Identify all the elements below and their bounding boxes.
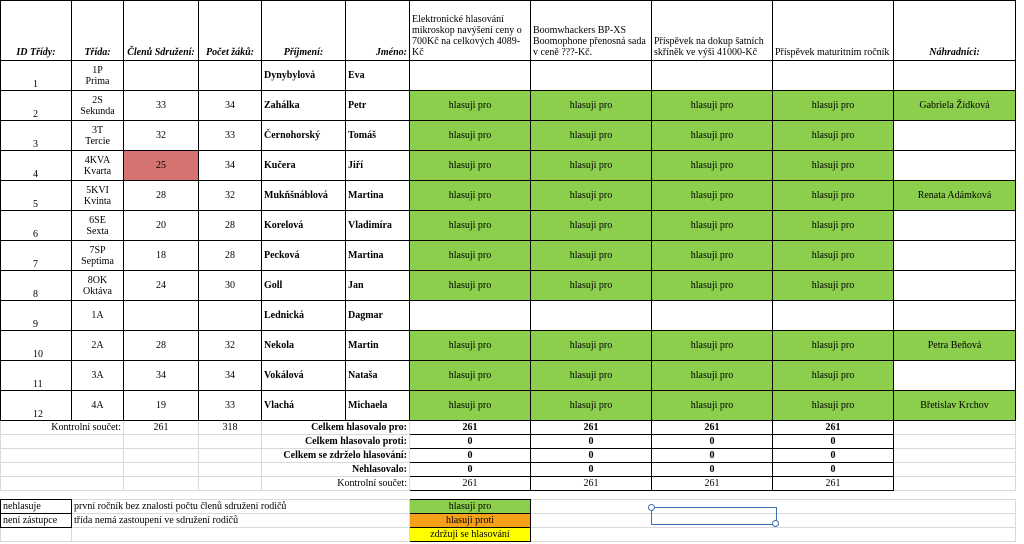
cell-empty[interactable] [199,463,262,477]
cell-empty[interactable] [199,435,262,449]
cell-vote-2[interactable]: hlasuji pro [531,391,652,421]
trida-code: 4KVA [84,154,111,166]
cell-trida[interactable] [72,61,124,91]
cell-vote-3[interactable]: hlasuji pro [652,121,773,151]
table-row [1,151,1016,181]
summary-value-2[interactable]: 261 [531,421,652,435]
cell-vote-4[interactable]: hlasuji pro [773,361,894,391]
cell-jmeno[interactable]: Eva [346,61,410,91]
cell-trida[interactable] [72,211,124,241]
cell-nahradnik[interactable]: Břetislav Krchov [894,391,1016,421]
trida-name: Prima [85,75,110,87]
legend-color-zdrzuji[interactable]: zdržuji se hlasování [410,528,531,542]
cell-vote-4[interactable] [773,61,894,91]
cell-id[interactable]: 1 [1,61,72,91]
cell-vote-3[interactable]: hlasuji pro [652,91,773,121]
cell-vote-2[interactable]: hlasuji pro [531,361,652,391]
cell-vote-1[interactable] [410,301,531,331]
cell-jmeno[interactable]: Martina [346,181,410,211]
summary-value-2[interactable]: 0 [531,435,652,449]
cell-trida[interactable] [72,241,124,271]
cell-vote-1[interactable]: hlasuji pro [410,361,531,391]
summary-row [1,449,1016,463]
trida-code: 3T [91,124,104,136]
cell-vote-1[interactable]: hlasuji pro [410,331,531,361]
legend-color-proti[interactable]: hlasuji proti [410,514,531,528]
cell-vote-3[interactable] [652,61,773,91]
cell-vote-2[interactable] [531,301,652,331]
trida-name: Septima [81,255,114,267]
cell-empty[interactable] [1,449,124,463]
header-nahradnici[interactable]: Náhradníci: [894,1,1016,61]
cell-empty[interactable] [124,449,199,463]
cell-vote-3[interactable] [652,301,773,331]
cell-nahradnik[interactable] [894,211,1016,241]
table-row [1,271,1016,301]
cell-pocet[interactable] [199,301,262,331]
selection-handle-top-left[interactable] [648,504,655,511]
cell-vote-1[interactable]: hlasuji pro [410,241,531,271]
table-body [1,61,1016,421]
cell-vote-2[interactable]: hlasuji pro [531,241,652,271]
cell-nahradnik[interactable] [894,121,1016,151]
trida-code: 5KVI [86,184,109,196]
cell-vote-4[interactable]: hlasuji pro [773,121,894,151]
cell-prijmeni[interactable]: Černohorský [262,121,346,151]
cell-vote-2[interactable]: hlasuji pro [531,331,652,361]
cell-clenu[interactable] [124,301,199,331]
cell-jmeno[interactable]: Jan [346,271,410,301]
summary-body [1,421,1016,491]
trida-code: 1P [92,64,103,76]
cell-clenu[interactable]: 32 [124,121,199,151]
trida-name: Sekunda [80,105,115,117]
cell-empty[interactable] [124,435,199,449]
cell-clenu[interactable]: 34 [124,361,199,391]
cell-vote-3[interactable]: hlasuji pro [652,211,773,241]
header-question-1[interactable]: Elektronické hlasování mikroskop navýšení ceny o 700Kč na celkových 4089-Kč [410,1,531,61]
cell-id[interactable]: 8 [1,271,72,301]
cell-clenu[interactable]: 19 [124,391,199,421]
cell-pocet[interactable]: 32 [199,331,262,361]
cell-vote-2[interactable]: hlasuji pro [531,91,652,121]
legend-row-2 [1,514,1016,528]
cell-empty[interactable] [124,477,199,491]
summary-value-3[interactable]: 261 [652,421,773,435]
summary-row [1,421,1016,435]
cell-empty[interactable] [894,477,1016,491]
header-row [1,1,1016,61]
trida-name: Sexta [86,225,109,237]
summary-value-2[interactable]: 0 [531,463,652,477]
legend-color-pro[interactable]: hlasuji pro [410,500,531,514]
cell-selection[interactable] [651,507,777,525]
cell-empty[interactable] [124,463,199,477]
trida-name: Kvinta [83,195,112,207]
cell-prijmeni[interactable]: Goll [262,271,346,301]
summary-value-4[interactable]: 0 [773,463,894,477]
cell-jmeno[interactable]: Dagmar [346,301,410,331]
cell-empty[interactable] [1,477,124,491]
cell-vote-1[interactable]: hlasuji pro [410,91,531,121]
cell-jmeno[interactable]: Martina [346,241,410,271]
cell-nahradnik[interactable] [894,301,1016,331]
cell-prijmeni[interactable]: Nekola [262,331,346,361]
cell-vote-2[interactable]: hlasuji pro [531,151,652,181]
cell-jmeno[interactable]: Martin [346,331,410,361]
cell-vote-4[interactable]: hlasuji pro [773,271,894,301]
cell-pocet[interactable]: 28 [199,211,262,241]
legend-key-neni-zastupce[interactable]: není zástupce [1,514,72,528]
cell-vote-1[interactable]: hlasuji pro [410,271,531,301]
summary-value-3[interactable]: 0 [652,449,773,463]
cell-vote-3[interactable]: hlasuji pro [652,271,773,301]
cell-id[interactable]: 4 [1,151,72,181]
summary-value-4[interactable]: 261 [773,421,894,435]
cell-prijmeni[interactable]: Zahálka [262,91,346,121]
cell-trida[interactable] [72,121,124,151]
cell-id[interactable]: 6 [1,211,72,241]
cell-empty[interactable] [894,463,1016,477]
cell-empty[interactable] [199,449,262,463]
cell-vote-2[interactable]: hlasuji pro [531,211,652,241]
table-row [1,211,1016,241]
summary-value-4[interactable]: 0 [773,449,894,463]
summary-label[interactable]: Celkem hlasovalo proti: [262,435,410,449]
trida-name: Kvarta [83,165,112,177]
cell-empty[interactable] [199,477,262,491]
cell-vote-3[interactable]: hlasuji pro [652,181,773,211]
cell-empty[interactable] [894,435,1016,449]
cell-vote-4[interactable]: hlasuji pro [773,211,894,241]
summary-value-2[interactable]: 261 [531,477,652,491]
cell-jmeno[interactable]: Michaela [346,391,410,421]
cell-prijmeni[interactable]: Dynybylová [262,61,346,91]
header-id[interactable]: ID Třídy: [1,1,72,61]
cell-pocet[interactable]: 33 [199,391,262,421]
summary-row [1,477,1016,491]
cell-pocet[interactable]: 34 [199,361,262,391]
cell-vote-4[interactable]: hlasuji pro [773,331,894,361]
trida-code: 8OK [87,274,108,286]
cell-nahradnik[interactable]: Gabriela Žídková [894,91,1016,121]
cell-clenu[interactable]: 24 [124,271,199,301]
cell-pocet[interactable]: 30 [199,271,262,301]
cell-trida[interactable] [72,271,124,301]
cell-pocet[interactable]: 33 [199,121,262,151]
cell-trida[interactable] [72,361,124,391]
header-question-4[interactable]: Příspěvek maturitním ročník [773,1,894,61]
summary-value-1[interactable]: 0 [410,463,531,477]
cell-jmeno[interactable]: Tomáš [346,121,410,151]
summary-value-1[interactable]: 0 [410,435,531,449]
trida-code: 3A [91,370,104,381]
cell-jmeno[interactable]: Jiří [346,151,410,181]
cell-pocet[interactable]: 28 [199,241,262,271]
cell-id[interactable]: 5 [1,181,72,211]
cell-prijmeni[interactable]: Vokálová [262,361,346,391]
cell-vote-3[interactable]: hlasuji pro [652,361,773,391]
cell-vote-1[interactable] [410,61,531,91]
cell-vote-3[interactable]: hlasuji pro [652,151,773,181]
summary-value-1[interactable]: 0 [410,449,531,463]
cell-nahradnik[interactable] [894,271,1016,301]
cell-clenu-total[interactable]: 261 [124,421,199,435]
summary-label[interactable]: Kontrolní součet: [262,477,410,491]
cell-clenu[interactable]: 33 [124,91,199,121]
cell-pocet[interactable]: 34 [199,91,262,121]
table-row [1,91,1016,121]
trida-name: Tercie [85,135,110,147]
cell-nahradnik[interactable] [894,151,1016,181]
cell-pocet[interactable]: 32 [199,181,262,211]
summary-label[interactable]: Celkem se zdrželo hlasování: [262,449,410,463]
cell-trida[interactable] [72,181,124,211]
cell-id[interactable]: 3 [1,121,72,151]
cell-pocet[interactable] [199,61,262,91]
cell-trida[interactable] [72,301,124,331]
table-row [1,391,1016,421]
cell-jmeno[interactable]: Nataša [346,361,410,391]
summary-value-1[interactable]: 261 [410,477,531,491]
cell-clenu[interactable]: 28 [124,331,199,361]
cell-pocet-total[interactable]: 318 [199,421,262,435]
cell-prijmeni[interactable]: Kučera [262,151,346,181]
cell-clenu[interactable] [124,61,199,91]
cell-nahradnik[interactable]: Renata Adámková [894,181,1016,211]
legend-row-1 [1,500,1016,514]
summary-value-1[interactable]: 261 [410,421,531,435]
legend-key-nehlasuje[interactable]: nehlasuje [1,500,72,514]
cell-id[interactable]: 9 [1,301,72,331]
header-jmeno[interactable]: Jméno: [346,1,410,61]
cell-nahradnik[interactable]: Petra Beňová [894,331,1016,361]
cell-vote-4[interactable] [773,301,894,331]
table-row [1,121,1016,151]
header-trida[interactable]: Třída: [72,1,124,61]
legend-text-1[interactable]: první ročník bez znalosti počtu členů sdružení rodičů [72,500,410,514]
trida-code: 2A [91,340,104,351]
cell-nahradnik[interactable] [894,361,1016,391]
cell-vote-1[interactable]: hlasuji pro [410,181,531,211]
cell-vote-1[interactable]: hlasuji pro [410,121,531,151]
cell-empty[interactable] [894,449,1016,463]
trida-code: 1A [91,310,104,321]
cell-id[interactable]: 2 [1,91,72,121]
summary-value-4[interactable]: 261 [773,477,894,491]
trida-name: Oktáva [83,285,112,297]
cell-clenu[interactable]: 20 [124,211,199,241]
cell-id[interactable]: 11 [1,361,72,391]
summary-row [1,463,1016,477]
table-row [1,241,1016,271]
cell-clenu[interactable]: 28 [124,181,199,211]
summary-label[interactable]: Celkem hlasovalo pro: [262,421,410,435]
cell-pocet[interactable]: 34 [199,151,262,181]
cell-prijmeni[interactable]: Korelová [262,211,346,241]
trida-code: 7SP [89,244,106,256]
cell-id[interactable]: 10 [1,331,72,361]
trida-code: 4A [91,400,104,411]
cell-vote-2[interactable]: hlasuji pro [531,271,652,301]
cell-trida[interactable] [72,151,124,181]
cell-empty[interactable] [1,435,124,449]
header-question-3[interactable]: Příspěvek na dokup šatních skříněk ve výši 41000-Kč [652,1,773,61]
cell-vote-2[interactable]: hlasuji pro [531,181,652,211]
table-row [1,61,1016,91]
cell-jmeno[interactable]: Vladimíra [346,211,410,241]
cell-nahradnik[interactable] [894,241,1016,271]
table-row [1,301,1016,331]
cell-prijmeni[interactable]: Mukňšnáblová [262,181,346,211]
cell-trida[interactable] [72,331,124,361]
cell-vote-3[interactable]: hlasuji pro [652,241,773,271]
cell-jmeno[interactable]: Petr [346,91,410,121]
table-row [1,361,1016,391]
summary-value-3[interactable]: 0 [652,435,773,449]
cell-id[interactable]: 7 [1,241,72,271]
cell-prijmeni[interactable]: Vlachá [262,391,346,421]
cell-vote-2[interactable]: hlasuji pro [531,121,652,151]
cell-clenu[interactable]: 18 [124,241,199,271]
header-pocet[interactable]: Počet žáků: [199,1,262,61]
trida-code: 6SE [89,214,106,226]
cell-vote-1[interactable]: hlasuji pro [410,211,531,241]
legend-row-3 [1,528,1016,542]
cell-clenu[interactable]: 25 [124,151,199,181]
header-prijmeni[interactable]: Příjmení: [262,1,346,61]
summary-value-3[interactable]: 0 [652,463,773,477]
cell-vote-4[interactable]: hlasuji pro [773,151,894,181]
cell-vote-1[interactable]: hlasuji pro [410,151,531,181]
legend-text-2[interactable]: třída nemá zastoupení ve sdružení rodičů [72,514,410,528]
cell-vote-1[interactable]: hlasuji pro [410,391,531,421]
cell-empty[interactable] [1,463,124,477]
cell-vote-4[interactable]: hlasuji pro [773,91,894,121]
summary-value-2[interactable]: 0 [531,449,652,463]
cell-empty[interactable] [894,421,1016,435]
cell-prijmeni[interactable]: Lednická [262,301,346,331]
cell-trida[interactable] [72,91,124,121]
cell-vote-4[interactable]: hlasuji pro [773,391,894,421]
summary-row [1,435,1016,449]
table-row [1,331,1016,361]
table-row [1,181,1016,211]
header-clenu[interactable]: Členů Sdružení: [124,1,199,61]
summary-label[interactable]: Nehlasovalo: [262,463,410,477]
cell-vote-2[interactable] [531,61,652,91]
cell-vote-4[interactable]: hlasuji pro [773,181,894,211]
trida-code: 2S [92,94,103,106]
cell-nahradnik[interactable] [894,61,1016,91]
cell-kontrolni-label[interactable]: Kontrolní součet: [1,421,124,435]
summary-value-3[interactable]: 261 [652,477,773,491]
cell-vote-4[interactable]: hlasuji pro [773,241,894,271]
summary-value-4[interactable]: 0 [773,435,894,449]
cell-vote-3[interactable]: hlasuji pro [652,391,773,421]
header-question-2[interactable]: Boomwhackers BP-XS Boomophone přenosná sada v ceně ???-Kč. [531,1,652,61]
cell-prijmeni[interactable]: Pecková [262,241,346,271]
cell-id[interactable]: 12 [1,391,72,421]
selection-handle-bottom-right[interactable] [772,520,779,527]
cell-trida[interactable] [72,391,124,421]
cell-vote-3[interactable]: hlasuji pro [652,331,773,361]
